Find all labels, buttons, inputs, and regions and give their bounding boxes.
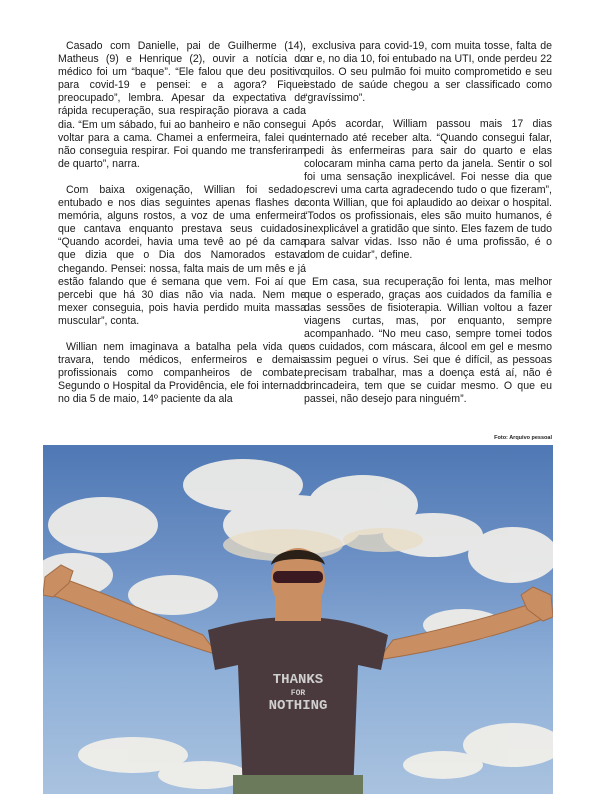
sunglasses <box>273 571 323 583</box>
paragraph: Após acordar, William passou mais 17 dias internado até receber alta. “Quando consegui falar, pedi às enfermeiras para sair do quarto e elas colocaram minha cama perto da janela. Sentir o sol foi uma sensação inexplicável. Foi nesse dia que escrevi uma carta agradecendo tudo o que fizeram”, conta Willian, que foi aplaudido ao deixar o hospital. “Todos os profissionais, eles são muito humanos, é inexplicável a gratidão que sinto. Eles fazem de tudo para salvar vidas. Isso não é uma profissão, é o dom de cuidar”, define. <box>304 118 552 262</box>
paragraph: Em casa, sua recuperação foi lenta, mas melhor que o esperado, graças aos cuidados da família e das sessões de fisioterapia. Willian voltou a fazer viagens curtas, mas, por enquanto, sempre acompanhado. “No meu caso, sempre tomei todos os cuidados, com máscara, álcool em gel e mesmo assim peguei o vírus. Sei que é difícil, as pessoas precisam trabalhar, mas a doença está aí, não é brincadeira, tem que se cuidar mesmo. O que eu passei, não desejo para ninguém”. <box>304 275 552 406</box>
right-text-column <box>304 40 552 419</box>
paragraph: exclusiva para covid-19, com muita tosse, falta de ar e, no dia 10, foi entubado na UTI, onde perdeu 22 quilos. O seu pulmão foi muito comprometido e seu estado de saúde chegou a ser classificado como “gravíssimo”. <box>304 40 552 105</box>
shirt-line-1: THANKS <box>272 672 324 688</box>
paragraph: Com baixa oxigenação, Willian foi sedado, entubado e nos dias seguintes apenas flashes de memória, alguns rostos, a voz de uma enfermeira que cantava enquanto prestava seus cuidados. “Quando acordei, havia uma tevê ao pé da cama que dizia que o Dia dos Namorados estava chegando. Pensei: nossa, falta mais de um mês e já estão falando que é semana que vem. Foi aí que percebi que há 30 dias não via nada. Nem me mexer conseguia, pois havia perdido muita massa muscular”, conta. <box>58 183 306 327</box>
shirt-line-2: FOR <box>290 689 306 698</box>
left-text-column <box>58 40 306 419</box>
paragraph: Willian nem imaginava a batalha pela vida que travara, tendo médicos, enfermeiros e demais profissionais como companheiros de combate. Segundo o Hospital da Providência, ele foi internado no dia 5 de maio, 14º paciente da ala <box>58 340 306 406</box>
photo-credit: Foto: Arquivo pessoal <box>494 435 552 441</box>
shirt-line-3: NOTHING <box>268 698 328 714</box>
shorts <box>233 775 363 794</box>
photo-man-arms-outstretched <box>43 445 553 794</box>
paragraph: Casado com Danielle, pai de Guilherme (14), Matheus (9) e Henrique (2), ouvir a notícia do médico foi um “baque”. “Ele falou que deu positivo para covid-19 e pensei: e a agora? Fiquei preocupado”, lembra. Apesar da expectativa de rápida recuperação, sua respiração piorava a cada dia. “Em um sábado, fui ao banheiro e não consegui voltar para a cama. Chamei a enfermeira, falei que não conseguia respirar. Foi quando me transferiram de quarto”, narra. <box>58 40 306 170</box>
